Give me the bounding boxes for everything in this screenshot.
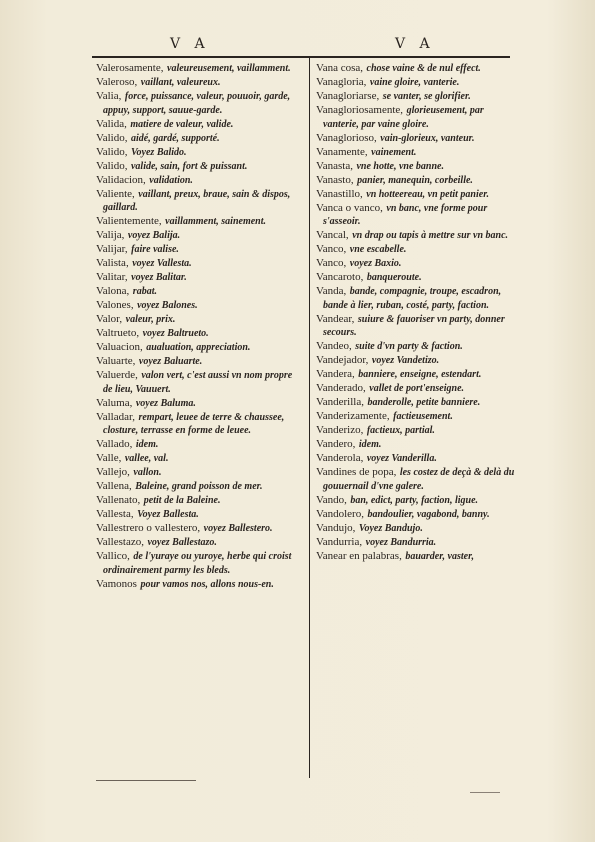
entry-definition: valide, sain, fort & puissant. bbox=[130, 160, 248, 172]
entry-definition: les costez de deçà & delà du gouuernail d'vne galere. bbox=[323, 467, 515, 492]
entry-headword: Valuacion, bbox=[96, 341, 143, 353]
entry-definition: bande, compagnie, troupe, escadron, bande à lier, ruban, costé, party, faction. bbox=[323, 286, 502, 311]
entry-headword: Valuarte, bbox=[96, 355, 136, 367]
dictionary-entry bbox=[316, 494, 516, 508]
dictionary-entry bbox=[316, 257, 516, 271]
dictionary-entry bbox=[96, 132, 304, 146]
entry-definition: Voyez Ballesta. bbox=[137, 509, 199, 520]
entry-definition: voyez Baluma. bbox=[135, 397, 196, 409]
entry-headword: Valiente, bbox=[96, 187, 135, 200]
entry-definition: vaillamment, sainement. bbox=[165, 216, 267, 227]
entry-definition: ban, edict, party, faction, ligue. bbox=[350, 494, 479, 506]
dictionary-entry bbox=[96, 174, 304, 188]
entry-headword: Vanderizamente, bbox=[316, 410, 390, 422]
dictionary-entry bbox=[316, 132, 516, 146]
dictionary-entry bbox=[316, 550, 516, 564]
dictionary-entry bbox=[96, 438, 304, 452]
entry-definition: vn banc, vne forme pour s'asseoir. bbox=[323, 202, 488, 227]
dictionary-entry bbox=[96, 160, 304, 174]
footer-mark bbox=[96, 780, 196, 781]
entry-definition: suite d'vn party & faction. bbox=[355, 341, 463, 352]
dictionary-entry bbox=[96, 480, 304, 494]
entry-headword: Vanco, bbox=[316, 243, 347, 255]
header-left: V A bbox=[170, 36, 210, 52]
entry-headword: Valitar, bbox=[96, 271, 128, 283]
entry-headword: Vallestrero o vallestero, bbox=[96, 522, 201, 534]
entry-definition: aidé, gardé, supporté. bbox=[130, 132, 220, 144]
entry-definition: petit de la Baleine. bbox=[143, 495, 221, 506]
dictionary-entry bbox=[316, 76, 516, 90]
entry-definition: banderolle, petite banniere. bbox=[367, 397, 481, 408]
entry-definition: force, puissance, valeur, pouuoir, garde, appuy, support, sauue-garde. bbox=[103, 91, 291, 116]
entry-headword: Vamonos bbox=[96, 577, 137, 590]
dictionary-entry bbox=[96, 215, 304, 229]
entry-headword: Valido, bbox=[96, 131, 128, 144]
entry-definition: bandoulier, vagabond, banny. bbox=[367, 508, 490, 520]
dictionary-entry bbox=[96, 243, 304, 257]
dictionary-entry bbox=[96, 146, 304, 160]
entry-headword: Vallesta, bbox=[96, 508, 134, 520]
entry-definition: voyez Balija. bbox=[127, 230, 181, 241]
entry-definition: vn hotteereau, vn petit panier. bbox=[366, 188, 490, 200]
entry-headword: Validacion, bbox=[96, 173, 146, 186]
entry-definition: voyez Balones. bbox=[137, 300, 198, 311]
entry-headword: Vallena, bbox=[96, 480, 132, 492]
dictionary-entry bbox=[316, 104, 516, 131]
entry-headword: Vandolero, bbox=[316, 507, 364, 520]
entry-headword: Vancaroto, bbox=[316, 271, 364, 283]
entry-definition: vne escabelle. bbox=[349, 244, 407, 255]
entry-headword: Vanderizo, bbox=[316, 424, 364, 436]
dictionary-entry bbox=[96, 341, 304, 355]
entry-headword: Vandera, bbox=[316, 368, 355, 380]
entry-definition: vallee, val. bbox=[124, 453, 169, 464]
dictionary-entry bbox=[316, 466, 516, 493]
entry-definition: voyez Ballestero. bbox=[203, 523, 273, 534]
entry-headword: Valido, bbox=[96, 145, 128, 158]
dictionary-entry bbox=[96, 522, 304, 536]
entry-headword: Vandero, bbox=[316, 438, 356, 450]
entry-headword: Valones, bbox=[96, 299, 134, 311]
entry-definition: banniere, enseigne, estendart. bbox=[358, 369, 482, 380]
entry-headword: Valista, bbox=[96, 257, 129, 269]
dictionary-entry bbox=[316, 438, 516, 452]
entry-headword: Vandurria, bbox=[316, 535, 363, 548]
dictionary-entry bbox=[96, 76, 304, 90]
entry-definition: valeur, prix. bbox=[125, 314, 176, 325]
dictionary-entry bbox=[96, 355, 304, 369]
dictionary-entry bbox=[316, 313, 516, 340]
dictionary-entry bbox=[316, 160, 516, 174]
entry-headword: Vandeo, bbox=[316, 340, 352, 352]
left-column bbox=[96, 62, 304, 592]
dictionary-entry bbox=[96, 313, 304, 327]
dictionary-entry bbox=[96, 578, 304, 592]
column-divider bbox=[309, 58, 310, 778]
entry-definition: voyez Balitar. bbox=[131, 272, 187, 283]
entry-headword: Vanca o vanco, bbox=[316, 201, 383, 214]
right-column bbox=[316, 62, 516, 564]
dictionary-entry bbox=[316, 382, 516, 396]
dictionary-entry bbox=[96, 536, 304, 550]
dictionary-entry bbox=[316, 188, 516, 202]
dictionary-entry bbox=[96, 229, 304, 243]
entry-definition: voyez Vallesta. bbox=[132, 258, 192, 269]
dictionary-entry bbox=[96, 466, 304, 480]
entry-definition: Baleine, grand poisson de mer. bbox=[135, 481, 263, 492]
dictionary-entry bbox=[316, 508, 516, 522]
entry-headword: Vanderado, bbox=[316, 382, 366, 394]
entry-headword: Valerosamente, bbox=[96, 62, 164, 74]
entry-headword: Valle, bbox=[96, 452, 122, 464]
entry-definition: aualuation, appreciation. bbox=[146, 342, 251, 353]
header-right: V A bbox=[395, 36, 435, 52]
entry-definition: panier, manequin, corbeille. bbox=[357, 174, 473, 186]
entry-headword: Valor, bbox=[96, 313, 123, 325]
entry-headword: Vanaglorioso, bbox=[316, 131, 377, 144]
entry-definition: valon vert, c'est aussi vn nom propre de lieu, Vauuert. bbox=[103, 370, 293, 395]
entry-definition: vaillant, preux, braue, sain & dispos, gaillard. bbox=[103, 188, 291, 213]
dictionary-entry bbox=[316, 229, 516, 243]
entry-headword: Valuma, bbox=[96, 396, 133, 409]
dictionary-entry bbox=[316, 174, 516, 188]
entry-definition: voyez Vandetizo. bbox=[371, 355, 440, 366]
entry-headword: Vanear en palabras, bbox=[316, 549, 402, 562]
entry-definition: matiere de valeur, valide. bbox=[130, 118, 234, 130]
entry-definition: glorieusement, par vanterie, par vaine gloire. bbox=[323, 105, 484, 130]
entry-headword: Vanco, bbox=[316, 257, 347, 269]
entry-headword: Valia, bbox=[96, 90, 122, 102]
entry-definition: vaillant, valeureux. bbox=[140, 77, 221, 88]
entry-headword: Vanagloria, bbox=[316, 76, 367, 88]
entry-definition: suiure & fauoriser vn party, donner secours. bbox=[323, 313, 505, 338]
entry-headword: Valladar, bbox=[96, 410, 135, 423]
entry-headword: Vanastillo, bbox=[316, 187, 363, 200]
dictionary-entry bbox=[96, 90, 304, 117]
entry-headword: Vancal, bbox=[316, 229, 349, 241]
entry-definition: vne hotte, vne banne. bbox=[356, 160, 444, 172]
dictionary-entry bbox=[96, 62, 304, 76]
entry-definition: vaine gloire, vanterie. bbox=[369, 77, 460, 88]
entry-headword: Vanasta, bbox=[316, 159, 353, 172]
dictionary-entry bbox=[316, 62, 516, 76]
dictionary-entry bbox=[316, 340, 516, 354]
dictionary-entry bbox=[96, 118, 304, 132]
entry-definition: factieux, partial. bbox=[366, 425, 435, 436]
entry-headword: Vanda, bbox=[316, 285, 347, 297]
dictionary-entry bbox=[316, 285, 516, 312]
entry-headword: Vallestazo, bbox=[96, 536, 144, 548]
running-header bbox=[90, 36, 510, 54]
entry-definition: vn drap ou tapis à mettre sur vn banc. bbox=[352, 230, 509, 241]
dictionary-entry bbox=[96, 369, 304, 396]
entry-definition: de l'yuraye ou yuroye, herbe qui croist ordinairement parmy les bleds. bbox=[103, 551, 292, 576]
entry-headword: Vando, bbox=[316, 493, 347, 506]
entry-headword: Vanasto, bbox=[316, 173, 354, 186]
entry-definition: vallon. bbox=[133, 467, 162, 478]
entry-definition: bauarder, vaster, bbox=[405, 550, 474, 562]
entry-definition: voyez Ballestazo. bbox=[147, 537, 217, 548]
dictionary-entry bbox=[316, 452, 516, 466]
dictionary-entry bbox=[316, 536, 516, 550]
entry-definition: vain-glorieux, vanteur. bbox=[380, 132, 475, 144]
entry-headword: Valija, bbox=[96, 229, 125, 241]
entry-definition: Voyez Bandujo. bbox=[358, 522, 423, 534]
entry-headword: Vandear, bbox=[316, 312, 355, 325]
dictionary-entry bbox=[96, 411, 304, 438]
entry-definition: vallet de port'enseigne. bbox=[369, 383, 465, 394]
entry-headword: Vandines de popa, bbox=[316, 466, 397, 478]
entry-headword: Valijar, bbox=[96, 243, 128, 255]
entry-headword: Vanagloriosamente, bbox=[316, 104, 404, 116]
entry-definition: chose vaine & de nul effect. bbox=[366, 63, 481, 74]
entry-headword: Valtrueto, bbox=[96, 327, 140, 339]
entry-definition: se vanter, se glorifier. bbox=[382, 91, 471, 102]
entry-definition: vainement. bbox=[371, 146, 417, 158]
dictionary-entry bbox=[316, 424, 516, 438]
dictionary-entry bbox=[96, 327, 304, 341]
dictionary-entry bbox=[316, 368, 516, 382]
entry-definition: banqueroute. bbox=[366, 272, 422, 283]
header-rule bbox=[92, 56, 510, 58]
dictionary-entry bbox=[96, 550, 304, 577]
entry-headword: Vanderola, bbox=[316, 452, 364, 464]
entry-headword: Vanderilla, bbox=[316, 396, 364, 408]
dictionary-entry bbox=[96, 271, 304, 285]
dictionary-entry bbox=[316, 354, 516, 368]
entry-headword: Vallejo, bbox=[96, 466, 130, 478]
entry-headword: Vallico, bbox=[96, 550, 130, 562]
entry-headword: Vana cosa, bbox=[316, 62, 364, 74]
dictionary-entry bbox=[316, 410, 516, 424]
entry-definition: Voyez Balido. bbox=[130, 146, 187, 158]
entry-definition: voyez Baxio. bbox=[349, 258, 402, 269]
dictionary-entry bbox=[316, 146, 516, 160]
dictionary-entry bbox=[316, 522, 516, 536]
entry-headword: Valuerde, bbox=[96, 369, 138, 381]
dictionary-entry bbox=[96, 285, 304, 299]
dictionary-entry bbox=[316, 202, 516, 229]
entry-definition: voyez Bandurria. bbox=[365, 536, 437, 548]
entry-headword: Vandejador, bbox=[316, 354, 369, 366]
entry-headword: Vanagloriarse, bbox=[316, 90, 380, 102]
dictionary-entry bbox=[316, 243, 516, 257]
entry-definition: validation. bbox=[149, 174, 193, 186]
entry-headword: Vallenato, bbox=[96, 494, 141, 506]
entry-definition: rabat. bbox=[132, 286, 157, 297]
entry-definition: factieusement. bbox=[393, 411, 453, 422]
dictionary-entry bbox=[96, 508, 304, 522]
entry-headword: Vallado, bbox=[96, 438, 133, 450]
entry-definition: idem. bbox=[358, 439, 382, 450]
entry-definition: valeureusement, vaillamment. bbox=[167, 63, 291, 74]
footer-dash bbox=[470, 792, 500, 793]
entry-headword: Valeroso, bbox=[96, 76, 138, 88]
dictionary-entry bbox=[96, 257, 304, 271]
entry-definition: idem. bbox=[135, 439, 159, 450]
entry-headword: Valido, bbox=[96, 159, 128, 172]
dictionary-entry bbox=[316, 271, 516, 285]
dictionary-entry bbox=[96, 494, 304, 508]
entry-headword: Vanamente, bbox=[316, 145, 368, 158]
dictionary-entry bbox=[316, 90, 516, 104]
entry-headword: Valida, bbox=[96, 117, 127, 130]
dictionary-entry bbox=[316, 396, 516, 410]
entry-headword: Valona, bbox=[96, 285, 130, 297]
entry-definition: pour vamos nos, allons nous-en. bbox=[140, 578, 274, 590]
entry-definition: voyez Baltrueto. bbox=[142, 328, 209, 339]
entry-definition: voyez Baluarte. bbox=[138, 356, 203, 367]
dictionary-entry bbox=[96, 299, 304, 313]
entry-headword: Vandujo, bbox=[316, 521, 356, 534]
dictionary-entry bbox=[96, 397, 304, 411]
dictionary-entry bbox=[96, 452, 304, 466]
entry-definition: voyez Vanderilla. bbox=[366, 453, 437, 464]
entry-headword: Valientemente, bbox=[96, 215, 162, 227]
entry-definition: faire valise. bbox=[131, 244, 179, 255]
dictionary-entry bbox=[96, 188, 304, 215]
entry-definition: rempart, leuee de terre & chaussee, closture, terrasse en forme de leuee. bbox=[103, 411, 285, 436]
